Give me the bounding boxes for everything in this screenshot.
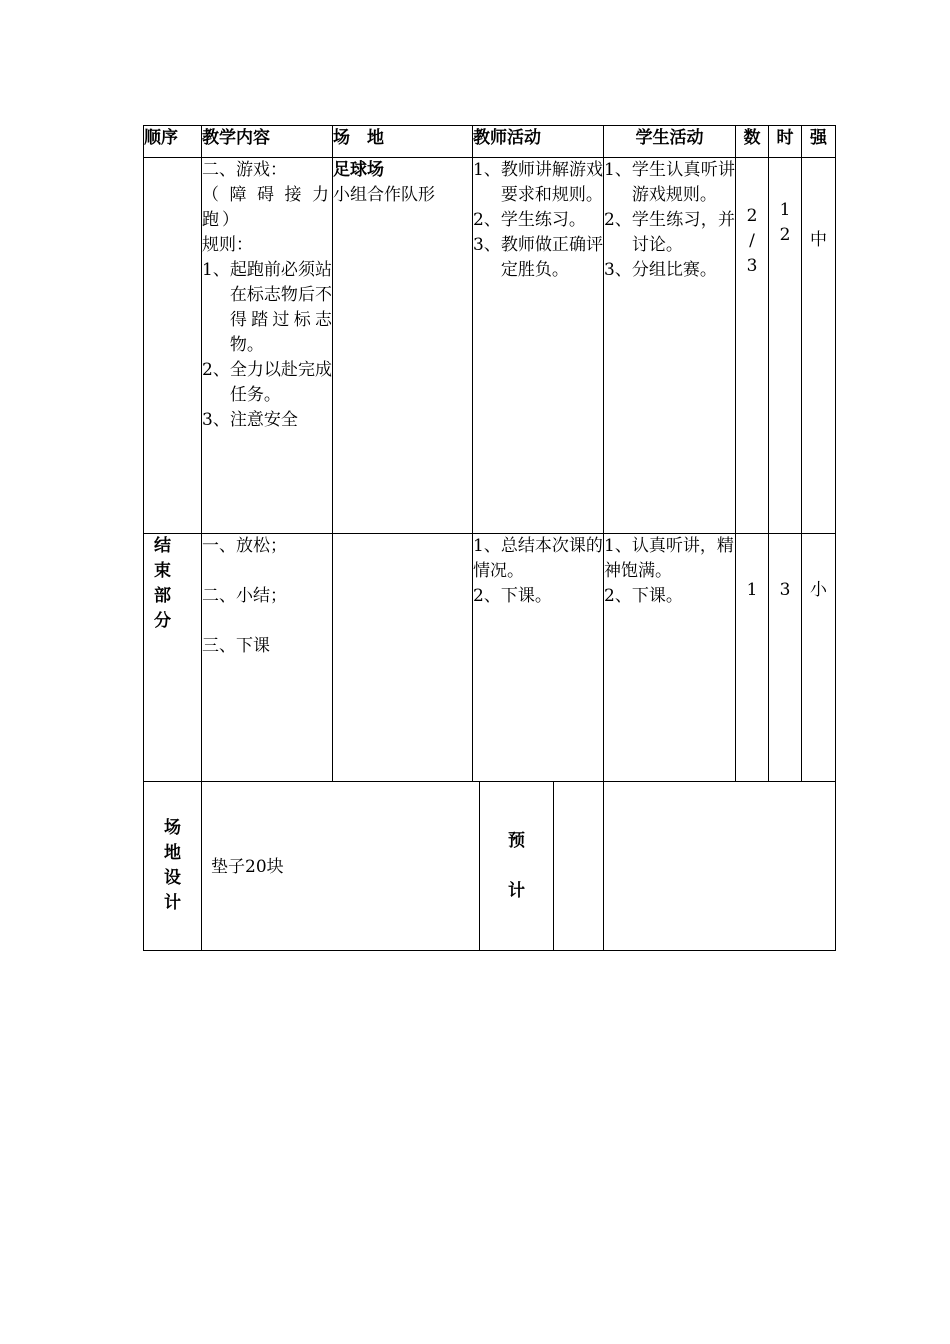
ending-item: 三、下课: [202, 636, 270, 656]
ending-item: 一、放松；: [202, 536, 287, 556]
game-rules-label: 规则：: [202, 235, 253, 255]
venue-design-content: [202, 782, 604, 951]
venue-design-label: 场 地 设 计: [144, 782, 202, 951]
ending-row: [144, 534, 836, 782]
teacher-item: 1、 教师讲解游戏要求和规则。: [473, 160, 603, 205]
count-slash: /: [749, 231, 755, 251]
game-student-cell: [604, 158, 736, 534]
rule-item: 2、 全力以赴完成任务。: [202, 360, 332, 405]
game-teacher-cell: [473, 158, 604, 534]
header-venue: 场 地: [333, 126, 473, 158]
ending-student-cell: [604, 534, 736, 782]
ending-time-cell: 3: [769, 534, 802, 782]
count-digit: 3: [746, 256, 758, 276]
ending-teacher-item: 1、总结本次课的情况。: [473, 536, 603, 581]
game-row: [144, 158, 836, 534]
header-teacher: 教师活动: [473, 126, 604, 158]
game-name: （障碍接力跑）: [202, 185, 332, 230]
header-intensity: 强: [802, 126, 836, 158]
venue-title: 足球场: [333, 160, 384, 180]
ending-intensity-cell: 小: [802, 534, 836, 782]
venue-design-row: [144, 782, 836, 951]
ending-teacher-cell: [473, 534, 604, 782]
teacher-item: 3、 教师做正确评定胜负。: [473, 235, 603, 280]
rule-item: 1、 起跑前必须站在标志物后不得踏过标志物。: [202, 260, 332, 355]
header-order: 顺序: [144, 126, 202, 158]
estimate-value-part: [554, 782, 603, 950]
ending-item: 二、小结；: [202, 586, 287, 606]
game-time-cell: [769, 158, 802, 534]
header-count: 数: [736, 126, 769, 158]
teacher-item: 2、 学生练习。: [473, 210, 586, 230]
venue-design-text: 垫子20块: [211, 856, 284, 877]
game-title: 二、游戏：: [202, 160, 287, 180]
game-venue-cell: [333, 158, 473, 534]
rule-item: 3、 注意安全: [202, 410, 298, 430]
intensity-value: 中: [810, 230, 827, 250]
lesson-plan-table: [143, 125, 836, 951]
student-item: 2、 学生练习，并讨论。: [604, 210, 735, 255]
student-list: [604, 158, 735, 283]
header-content: 教学内容: [202, 126, 333, 158]
time-digit: 2: [779, 225, 791, 245]
ending-venue-cell: [333, 534, 473, 782]
ending-student-item: 2、下课。: [604, 586, 683, 606]
header-time: 时: [769, 126, 802, 158]
game-order-cell: [144, 158, 202, 534]
estimate-label: 预 计: [480, 782, 554, 950]
game-intensity-cell: [802, 158, 836, 534]
rules-list: [202, 258, 332, 433]
ending-content-cell: [202, 534, 333, 782]
student-item: 3、 分组比赛。: [604, 260, 717, 280]
estimate-value-cell: [604, 782, 836, 951]
game-count-cell: [736, 158, 769, 534]
venue-formation: 小组合作队形: [333, 185, 435, 205]
game-content-cell: [202, 158, 333, 534]
ending-order-cell: 结 束 部 分: [144, 534, 202, 782]
header-student: 学生活动: [604, 126, 736, 158]
teacher-list: [473, 158, 603, 283]
ending-teacher-item: 2、下课。: [473, 586, 552, 606]
student-item: 1、 学生认真听讲游戏规则。: [604, 160, 735, 205]
time-digit: 1: [779, 200, 791, 220]
ending-count-cell: 1: [736, 534, 769, 782]
ending-student-item: 1、认真听讲，精神饱满。: [604, 536, 734, 581]
venue-design-text-box: [202, 782, 480, 950]
count-digit: 2: [746, 206, 758, 226]
header-row: [144, 126, 836, 158]
